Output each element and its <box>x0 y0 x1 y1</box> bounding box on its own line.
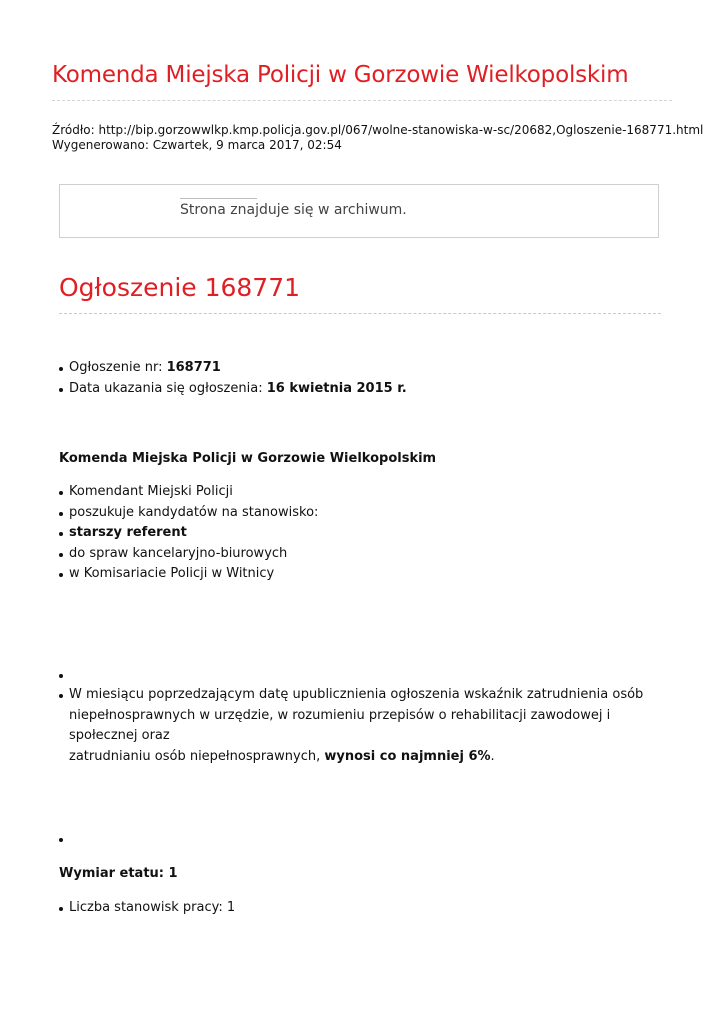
list-item-date: Data ukazania się ogłoszenia: 16 kwietnia 2015 r. <box>59 379 407 400</box>
list-item: w Komisariacie Policji w Witnicy <box>59 564 318 585</box>
position-name: starszy referent <box>69 525 187 540</box>
announcement-info-list <box>59 358 407 399</box>
disability-note-list <box>59 685 669 767</box>
archive-divider <box>180 198 257 199</box>
archive-notice-text: Strona znajduje się w archiwum. <box>180 202 407 218</box>
empty-list-item <box>59 829 69 850</box>
employer-heading: Komenda Miejska Policji w Gorzowie Wielkopolskim <box>59 451 437 466</box>
positions-count: 1 <box>226 900 236 915</box>
empty-bullet-list-2 <box>59 829 69 850</box>
empty-list-item <box>59 665 69 686</box>
disability-note: W miesiącu poprzedzającym datę upublicznienia ogłoszenia wskaźnik zatrudnienia osób niepełnosprawnych w urzędzie, w rozumieniu przepisów o rehabilitacji zawodowej i społecznej oraz zatrudnianiu osób niepełnosprawnych, wynosi co najmniej 6%. <box>59 685 669 767</box>
announcement-date: 16 kwietnia 2015 r. <box>266 380 407 396</box>
list-item: do spraw kancelaryjno-biurowych <box>59 544 318 565</box>
list-item-number: Ogłoszenie nr: 168771 <box>59 358 407 379</box>
header-divider <box>52 100 672 101</box>
document-meta <box>52 123 703 153</box>
announcement-number: 168771 <box>166 360 221 375</box>
list-item <box>59 523 318 544</box>
generated-line: Wygenerowano: Czwartek, 9 marca 2017, 02:54 <box>52 138 342 152</box>
archive-notice-box <box>59 184 659 238</box>
list-item-positions: Liczba stanowisk pracy: 1 <box>59 898 235 919</box>
announcement-divider <box>59 313 661 314</box>
source-line: Źródło: http://bip.gorzowwlkp.kmp.policja.gov.pl/067/wolne-stanowiska-w-sc/20682,Ogloszenie-168771.html <box>52 123 704 137</box>
workload-heading: Wymiar etatu: 1 <box>59 866 178 881</box>
announcement-title: Ogłoszenie 168771 <box>59 273 301 302</box>
site-title: Komenda Miejska Policji w Gorzowie Wielkopolskim <box>52 62 629 88</box>
employer-list <box>59 482 318 585</box>
positions-list <box>59 898 235 919</box>
list-item: Komendant Miejski Policji <box>59 482 318 503</box>
list-item: poszukuje kandydatów na stanowisko: <box>59 503 318 524</box>
empty-bullet-list <box>59 665 69 686</box>
disability-rate: wynosi co najmniej 6% <box>324 748 491 764</box>
